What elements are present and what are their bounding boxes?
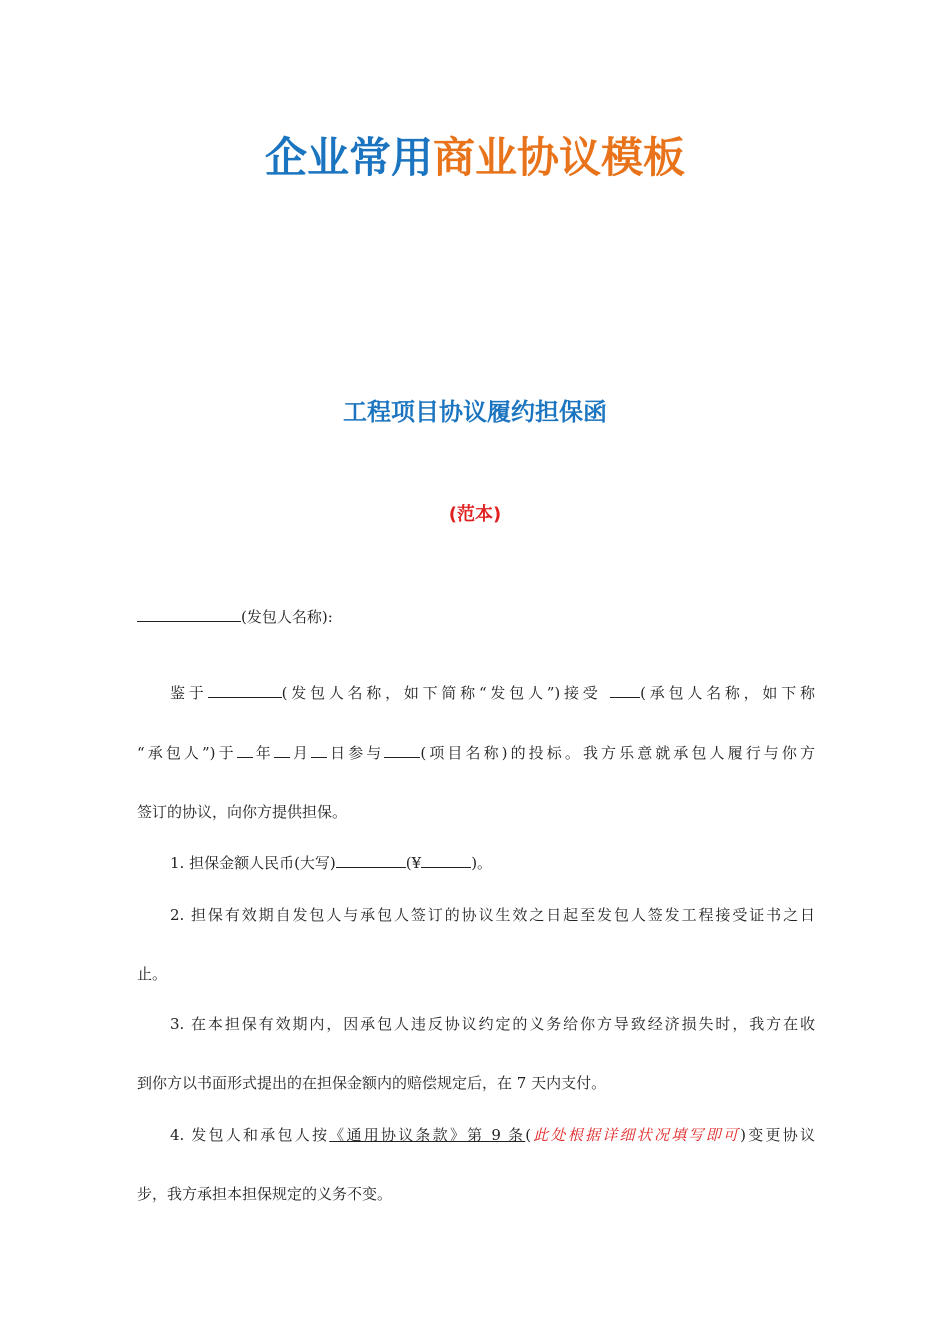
para1-line2-d: 日参与	[327, 744, 385, 762]
para1-line2-c: 月	[289, 744, 312, 762]
item4-text-a: 4. 发包人和承包人按	[170, 1126, 330, 1144]
para1-line2	[137, 742, 815, 764]
para1-line2-e: (项目名称)的投标。我方乐意就承包人履行与你方	[420, 744, 815, 762]
header-part-blue: 企业常用	[264, 133, 433, 182]
blank-employer	[208, 683, 282, 698]
header-part-orange: 商业协议模板	[433, 133, 686, 182]
blank-amount-words	[336, 853, 406, 868]
item2-line2: 止。	[137, 965, 168, 983]
item1-text-c: )。	[471, 854, 493, 872]
blank-month	[274, 743, 290, 758]
item4-fill-note: 此处根据详细状况填写即可	[531, 1126, 741, 1144]
blank-contractor	[610, 683, 640, 698]
item4-text-c: (	[525, 1126, 532, 1144]
item4-line2: 步，我方承担本担保规定的义务不变。	[137, 1185, 393, 1203]
item4-line1	[170, 1124, 815, 1146]
para1-text-c: (承包人名称，如下称	[640, 684, 815, 702]
addressee-line	[137, 606, 815, 628]
item1-text-a: 1. 担保金额人民币(大写)	[170, 854, 336, 872]
blank-project	[384, 743, 420, 758]
item4-text-e: )变更协议	[740, 1126, 815, 1144]
para1-line1	[170, 682, 815, 704]
para1-text-b: (发包人名称，如下简称“发包人”)接受	[281, 684, 602, 702]
blank-employer-name	[137, 607, 241, 622]
item2-line1: 2. 担保有效期自发包人与承包人签订的协议生效之日起至发包人签发工程接受证书之日	[170, 906, 815, 924]
item1-text-b: (¥	[405, 854, 422, 872]
para1-line2-a: “承包人”)于	[137, 744, 237, 762]
item3-line1: 3. 在本担保有效期内，因承包人违反协议约定的义务给你方导致经济损失时，我方在收	[170, 1015, 815, 1033]
item3-line2: 到你方以书面形式提出的在担保金额内的赔偿规定后，在 7 天内支付。	[137, 1074, 607, 1092]
addressee-label: (发包人名称):	[241, 608, 333, 626]
item4-clause-ref: 《通用协议条款》第 9 条	[329, 1126, 526, 1144]
page-header	[0, 128, 950, 188]
document-subtitle: (范本)	[448, 504, 502, 525]
blank-amount-figures	[421, 853, 471, 868]
para1-line3: 签订的协议，向你方提供担保。	[137, 803, 348, 821]
blank-year	[237, 743, 253, 758]
document-title: 工程项目协议履约担保函	[343, 398, 607, 426]
para1-line2-b: 年	[252, 744, 274, 762]
blank-day	[311, 743, 327, 758]
para1-text-a: 鉴于	[170, 684, 208, 702]
item1	[170, 852, 815, 874]
